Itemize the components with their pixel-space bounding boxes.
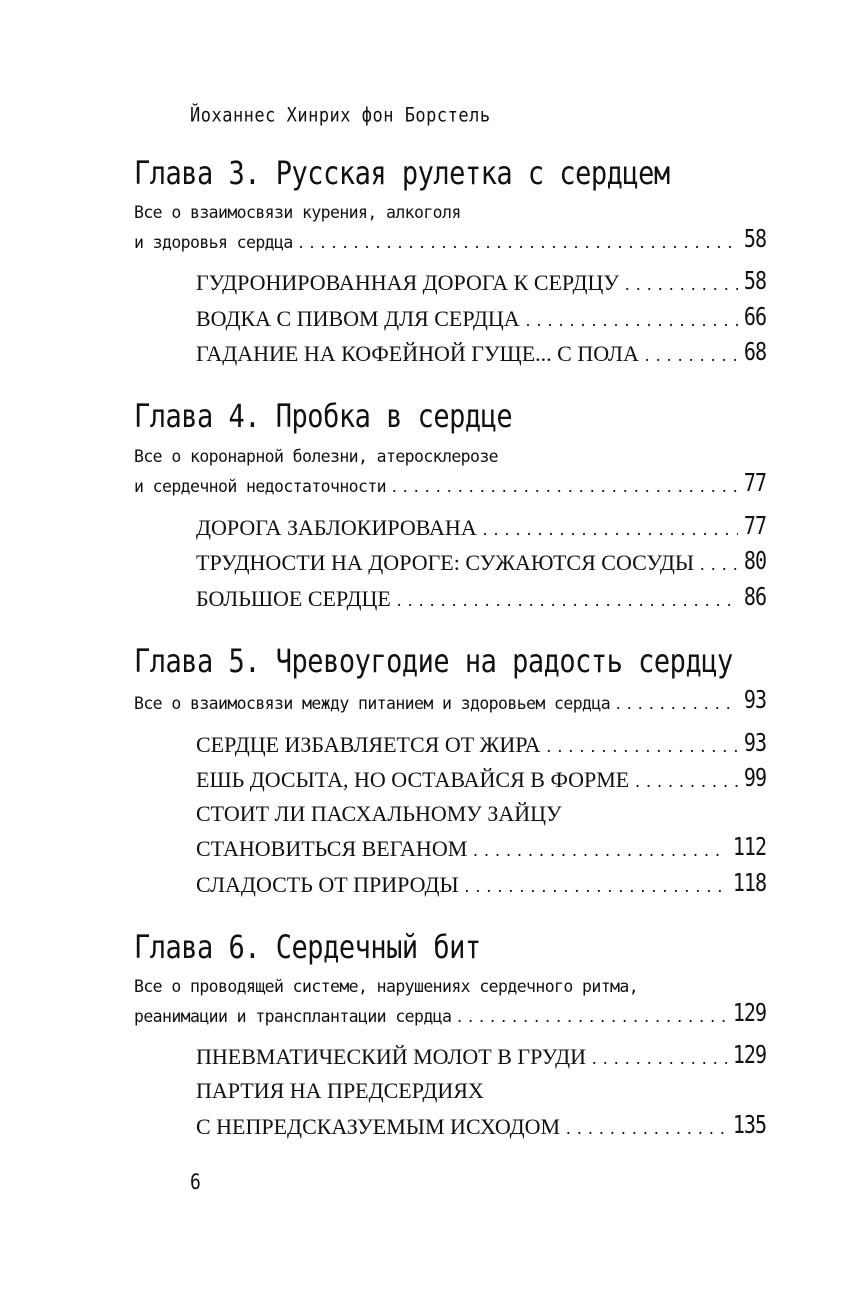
section-page: 93 xyxy=(743,727,766,757)
toc-entry xyxy=(196,510,766,541)
dot-leader xyxy=(635,771,738,792)
toc-entry xyxy=(196,1039,766,1070)
chapter-3-title: Глава 3. Русская рулетка с сердцем xyxy=(134,155,670,193)
section-label: ДОРОГА ЗАБЛОКИРОВАНА xyxy=(196,515,477,540)
toc-entry xyxy=(196,301,766,332)
chapter-6-description-line1: Все о проводящей системе, нарушениях сердечного ритма, xyxy=(134,977,639,996)
dot-leader xyxy=(457,1006,727,1027)
section-page: 135 xyxy=(732,1109,766,1139)
toc-entry xyxy=(196,545,766,576)
page-number: 6 xyxy=(190,1170,201,1196)
dot-leader xyxy=(397,590,738,611)
chapter-4-title: Глава 4. Пробка в сердце xyxy=(134,398,513,436)
chapter-5-description-row xyxy=(134,684,766,714)
section-label-line2: С НЕПРЕДСКАЗУЕМЫМ ИСХОДОМ xyxy=(196,1114,561,1139)
toc-entry xyxy=(196,867,766,898)
dot-leader xyxy=(392,476,738,497)
dot-leader xyxy=(625,274,738,295)
chapter-4-page: 77 xyxy=(743,467,766,497)
section-label: БОЛЬШОЕ СЕРДЦЕ xyxy=(196,586,391,611)
chapter-6-description-line2: реанимации и трансплантации сердца xyxy=(134,1007,452,1026)
chapter-4-description-line2: и сердечной недостаточности xyxy=(134,477,387,496)
chapter-5-page: 93 xyxy=(743,684,766,714)
chapter-5-title: Глава 5. Чревоугодие на радость сердцу xyxy=(134,643,733,681)
section-label: ГУДРОНИРОВАННАЯ ДОРОГА К СЕРДЦУ xyxy=(196,270,619,295)
dot-leader xyxy=(483,519,738,540)
section-label: ВОДКА С ПИВОМ ДЛЯ СЕРДЦА xyxy=(196,306,520,331)
dot-leader xyxy=(547,736,738,757)
dot-leader xyxy=(473,840,727,861)
chapter-3-description-row xyxy=(134,223,766,253)
section-label-line1: ПАРТИЯ НА ПРЕДСЕРДИЯХ xyxy=(196,1078,484,1103)
dot-leader xyxy=(566,1118,727,1139)
dot-leader xyxy=(700,554,738,575)
dot-leader xyxy=(526,310,738,331)
chapter-4-description-row xyxy=(134,467,766,497)
section-label: ЕШЬ ДОСЫТА, НО ОСТАВАЙСЯ В ФОРМЕ xyxy=(196,767,630,792)
toc-entry xyxy=(196,762,766,793)
section-label: СЛАДОСТЬ ОТ ПРИРОДЫ xyxy=(196,872,459,897)
chapter-6-page: 129 xyxy=(732,997,766,1027)
section-page: 129 xyxy=(732,1039,766,1069)
toc-entry xyxy=(196,265,766,296)
toc-entry xyxy=(196,336,766,367)
section-label: ПНЕВМАТИЧЕСКИЙ МОЛОТ В ГРУДИ xyxy=(196,1044,587,1069)
chapter-6-title: Глава 6. Сердечный бит xyxy=(134,929,481,967)
section-label: СЕРДЦЕ ИЗБАВЛЯЕТСЯ ОТ ЖИРА xyxy=(196,732,541,757)
toc-entry xyxy=(196,581,766,612)
dot-leader xyxy=(616,693,738,714)
section-page: 86 xyxy=(743,581,766,611)
section-page: 77 xyxy=(743,510,766,540)
toc-entry xyxy=(196,1109,766,1140)
section-label: ГАДАНИЕ НА КОФЕЙНОЙ ГУЩЕ... С ПОЛА xyxy=(196,341,639,366)
toc-entry xyxy=(196,831,766,862)
section-label-line1: СТОИТ ЛИ ПАСХАЛЬНОМУ ЗАЙЦУ xyxy=(196,801,562,826)
section-page: 66 xyxy=(743,301,766,331)
section-label-line2: СТАНОВИТЬСЯ ВЕГАНОМ xyxy=(196,836,468,861)
dot-leader xyxy=(465,876,727,897)
section-page: 112 xyxy=(732,831,766,861)
chapter-3-page: 58 xyxy=(743,223,766,253)
dot-leader xyxy=(592,1048,727,1069)
toc-entry xyxy=(196,727,766,758)
section-page: 58 xyxy=(743,265,766,295)
chapter-5-description-line1: Все о взаимосвязи между питанием и здоровьем сердца xyxy=(134,694,611,713)
dot-leader xyxy=(299,232,738,253)
section-page: 99 xyxy=(743,762,766,792)
chapter-4-description-line1: Все о коронарной болезни, атеросклерозе xyxy=(134,447,499,466)
chapter-6-description-row xyxy=(134,997,766,1027)
section-page: 80 xyxy=(743,545,766,575)
section-page: 68 xyxy=(743,336,766,366)
running-header-author: Йоханнес Хинрих фон Борстель xyxy=(190,104,491,127)
chapter-3-description-line1: Все о взаимосвязи курения, алкоголя xyxy=(134,203,461,222)
chapter-3-description-line2: и здоровья сердца xyxy=(134,233,293,252)
dot-leader xyxy=(645,345,738,366)
section-label: ТРУДНОСТИ НА ДОРОГЕ: СУЖАЮТСЯ СОСУДЫ xyxy=(196,550,695,575)
section-page: 118 xyxy=(732,867,766,897)
